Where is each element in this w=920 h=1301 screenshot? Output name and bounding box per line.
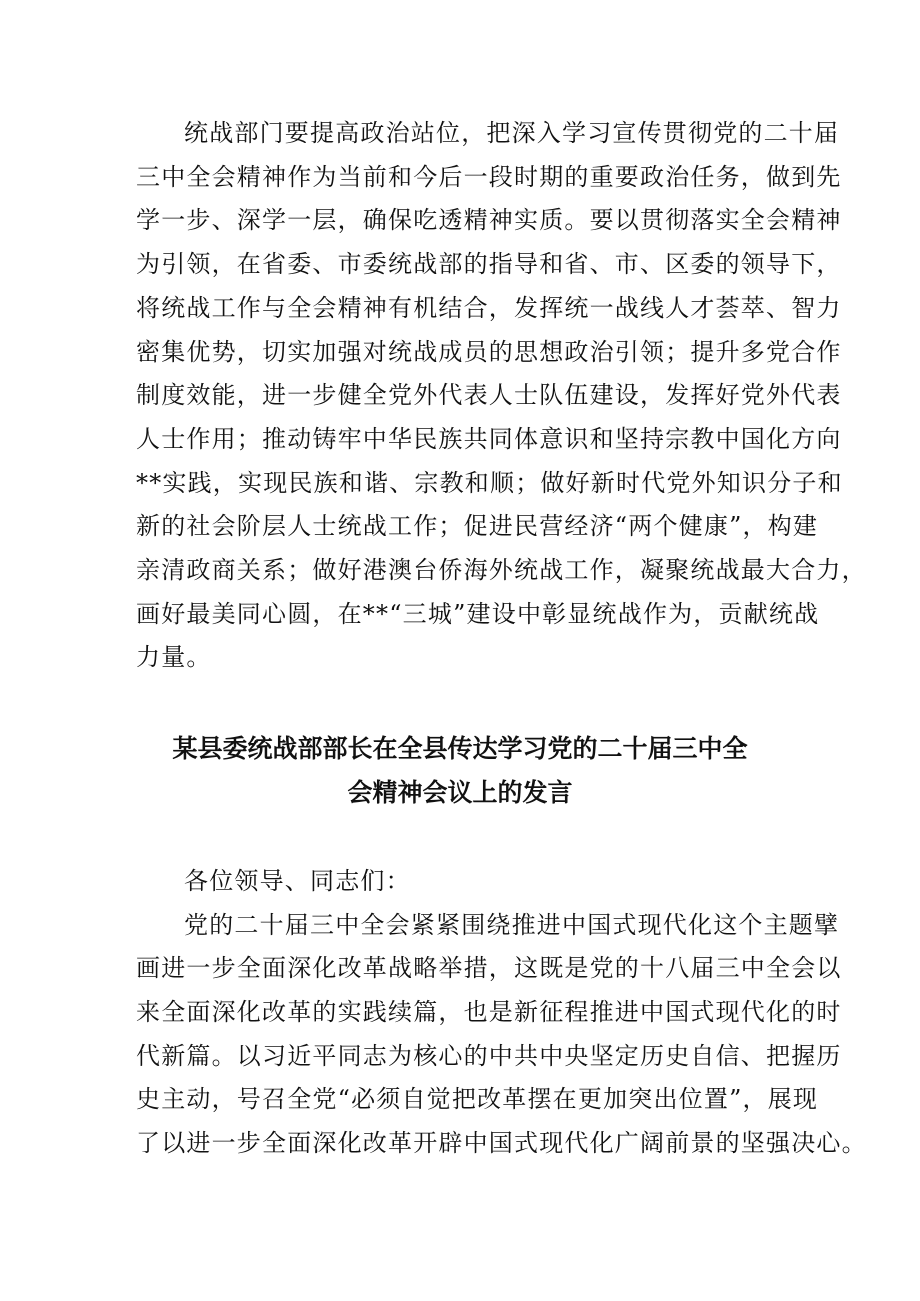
paragraph-line: 画好最美同心圆，在**“三城”建设中彰显统战作为，贡献统战	[136, 600, 820, 628]
paragraph-line: 了以进一步全面深化改革开辟中国式现代化广阔前景的坚强决心。	[136, 1129, 867, 1157]
paragraph-line: 为引领，在省委、市委统战部的指导和省、市、区委的领导下，	[136, 250, 842, 278]
paragraph-line: 新的社会阶层人士统战工作；促进民营经济“两个健康”，构建	[136, 512, 819, 540]
paragraph-line: 制度效能，进一步健全党外代表人士队伍建设，发挥好党外代表	[136, 381, 842, 409]
paragraph-line: 密集优势，切实加强对统战成员的思想政治引领；提升多党合作	[136, 338, 842, 366]
paragraph-line: 统战部门要提高政治站位，把深入学习宣传贯彻党的二十届	[184, 119, 840, 147]
paragraph-line: 三中全会精神作为当前和今后一段时期的重要政治任务，做到先	[136, 163, 842, 191]
paragraph-line: **实践，实现民族和谐、宗教和顺；做好新时代党外知识分子和	[136, 469, 843, 497]
paragraph-line: 代新篇。以习近平同志为核心的中共中央坚定历史自信、把握历	[136, 1042, 842, 1070]
paragraph-line: 画进一步全面深化改革战略举措，这既是党的十八届三中全会以	[136, 954, 842, 982]
paragraph-line: 来全面深化改革的实践续篇，也是新征程推进中国式现代化的时	[136, 998, 842, 1026]
paragraph-line: 党的二十届三中全会紧紧围绕推进中国式现代化这个主题擘	[184, 911, 840, 939]
paragraph-line: 学一步、深学一层，确保吃透精神实质。要以贯彻落实全会精神	[136, 206, 842, 234]
paragraph-line: 力量。	[136, 643, 212, 671]
paragraph-line: 史主动，号召全党“必须自觉把改革摆在更加突出位置”，展现	[136, 1085, 819, 1113]
salutation: 各位领导、同志们：	[184, 867, 411, 895]
paragraph-line: 人士作用；推动铸牢中华民族共同体意识和坚持宗教中国化方向	[136, 425, 842, 453]
article-title-line: 会精神会议上的发言	[347, 778, 573, 807]
article-title-line: 某县委统战部部长在全县传达学习党的二十届三中全	[172, 734, 748, 763]
paragraph-line: 亲清政商关系；做好港澳台侨海外统战工作，凝聚统战最大合力，	[136, 556, 867, 584]
paragraph-line: 将统战工作与全会精神有机结合，发挥统一战线人才荟萃、智力	[136, 294, 842, 322]
